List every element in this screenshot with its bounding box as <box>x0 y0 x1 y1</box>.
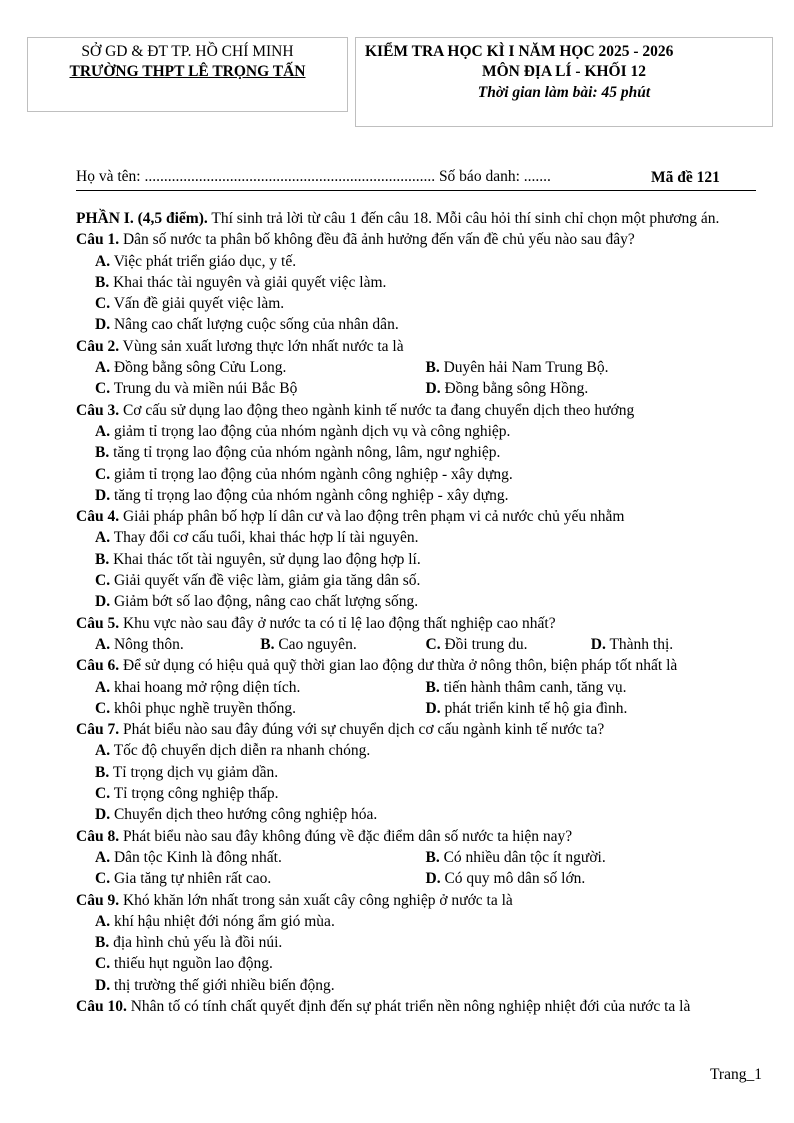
option-b: B. Khai thác tài nguyên và giải quyết việc làm. <box>95 273 387 291</box>
question-number: Câu 6. <box>76 657 120 675</box>
option-c: C. Tỉ trọng công nghiệp thấp. <box>95 785 279 803</box>
option-a: A. Tốc độ chuyển dịch diễn ra nhanh chóng. <box>95 742 371 760</box>
option-d: D. phát triển kinh tế hộ gia đình. <box>425 699 628 717</box>
option-d: D. tăng tỉ trọng lao động của nhóm ngành công nghiệp - xây dựng. <box>95 486 509 504</box>
header-left <box>27 37 348 112</box>
options-row <box>76 698 756 719</box>
question-text: Để sử dụng có hiệu quả quỹ thời gian lao động dư thừa ở nông thôn, biện pháp tốt nhất là <box>119 657 678 675</box>
student-info-line <box>76 168 756 191</box>
option-c: C. Gia tăng tự nhiên rất cao. <box>95 870 272 888</box>
question-text: Giải pháp phân bố hợp lí dân cư và lao động trên phạm vi cả nước chủ yếu nhằm <box>119 508 625 526</box>
option-b: B. Có nhiều dân tộc ít người. <box>425 848 606 866</box>
question-number: Câu 5. <box>76 614 120 632</box>
option-d: D. Thành thị. <box>590 635 674 653</box>
option-c: C. giảm tỉ trọng lao động của nhóm ngành công nghiệp - xây dựng. <box>95 465 513 483</box>
option-d: D. Nâng cao chất lượng cuộc sống của nhân dân. <box>95 316 399 334</box>
option-a: A. Thay đổi cơ cấu tuổi, khai thác hợp lí tài nguyên. <box>95 529 419 547</box>
part-instructions <box>76 208 756 229</box>
exam-title: KIỂM TRA HỌC KÌ I NĂM HỌC 2025 - 2026 <box>365 43 674 60</box>
question-6 <box>76 655 756 676</box>
question-number: Câu 3. <box>76 401 120 419</box>
question-text: Dân số nước ta phân bố không đều đã ảnh hưởng đến vấn đề chủ yếu nào sau đây? <box>119 231 635 249</box>
department-name: SỞ GD & ĐT TP. HỒ CHÍ MINH <box>81 43 294 60</box>
subject-title: MÔN ĐỊA LÍ - KHỐI 12 <box>481 63 647 80</box>
question-1 <box>76 229 756 250</box>
option-a: A. khai hoang mở rộng diện tích. <box>95 678 301 696</box>
question-7 <box>76 719 756 740</box>
option-b: B. Khai thác tốt tài nguyên, sử dụng lao động hợp lí. <box>95 550 421 568</box>
options-row <box>76 357 756 378</box>
option-b: B. địa hình chủ yếu là đồi núi. <box>95 934 283 952</box>
option-d: D. Có quy mô dân số lớn. <box>425 870 586 888</box>
question-number: Câu 4. <box>76 508 120 526</box>
header-right <box>355 37 773 127</box>
question-2 <box>76 336 756 357</box>
part-text: Thí sinh trả lời từ câu 1 đến câu 18. Mỗi câu hỏi thí sinh chỉ chọn một phương án. <box>207 210 720 227</box>
question-text: Nhân tố có tính chất quyết định đến sự phát triển nền nông nghiệp nhiệt đới của nước ta là <box>126 997 691 1015</box>
question-3 <box>76 400 756 421</box>
option-b: B. tiến hành thâm canh, tăng vụ. <box>425 678 627 696</box>
options-row <box>76 634 756 655</box>
option-d: D. Đồng bằng sông Hồng. <box>425 380 589 398</box>
option-a: A. giảm tỉ trọng lao động của nhóm ngành dịch vụ và công nghiệp. <box>95 422 511 440</box>
options-row <box>76 847 756 868</box>
school-name: TRƯỜNG THPT LÊ TRỌNG TẤN <box>69 63 306 80</box>
question-text: Khó khăn lớn nhất trong sản xuất cây công nghiệp ở nước ta là <box>119 891 513 909</box>
question-number: Câu 8. <box>76 827 120 845</box>
question-number: Câu 7. <box>76 721 120 739</box>
question-4 <box>76 506 756 527</box>
option-c: C. thiếu hụt nguồn lao động. <box>95 955 273 973</box>
option-c: C. Giải quyết vấn đề việc làm, giảm gia tăng dân số. <box>95 572 421 590</box>
question-text: Cơ cấu sử dụng lao động theo ngành kinh tế nước ta đang chuyển dịch theo hướng <box>119 401 635 419</box>
option-b: B. Tỉ trọng dịch vụ giảm dần. <box>95 763 279 781</box>
question-10 <box>76 996 756 1017</box>
option-c: C. Trung du và miền núi Bắc Bộ <box>95 380 298 398</box>
question-8 <box>76 826 756 847</box>
option-c: C. Vấn đề giải quyết việc làm. <box>95 295 285 313</box>
question-text: Khu vực nào sau đây ở nước ta có tỉ lệ lao động thất nghiệp cao nhất? <box>119 614 556 632</box>
option-a: A. Dân tộc Kinh là đông nhất. <box>95 848 282 866</box>
option-b: B. Cao nguyên. <box>260 635 357 653</box>
question-number: Câu 2. <box>76 337 120 355</box>
option-a: A. Việc phát triển giáo dục, y tế. <box>95 252 297 270</box>
option-c: C. khôi phục nghề truyền thống. <box>95 699 297 717</box>
option-b: B. tăng tỉ trọng lao động của nhóm ngành nông, lâm, ngư nghiệp. <box>95 444 501 462</box>
exam-code: Mã đề 121 <box>651 169 720 186</box>
question-text: Phát biểu nào sau đây đúng với sự chuyển dịch cơ cấu ngành kinh tế nước ta? <box>119 721 605 739</box>
option-c: C. Đồi trung du. <box>425 635 528 653</box>
question-number: Câu 1. <box>76 231 120 249</box>
part-title: PHẦN I. (4,5 điểm). <box>76 210 208 227</box>
question-text: Vùng sản xuất lương thực lớn nhất nước ta là <box>119 337 404 355</box>
page-number: Trang_1 <box>710 1066 762 1083</box>
question-number: Câu 10. <box>76 997 127 1015</box>
option-b: B. Duyên hải Nam Trung Bộ. <box>425 359 609 377</box>
option-a: A. khí hậu nhiệt đới nóng ẩm gió mùa. <box>95 912 335 930</box>
options-row <box>76 378 756 399</box>
options-row <box>76 677 756 698</box>
option-a: A. Nông thôn. <box>95 635 184 653</box>
exam-content <box>76 208 756 1017</box>
question-text: Phát biểu nào sau đây không đúng về đặc điểm dân số nước ta hiện nay? <box>119 827 573 845</box>
exam-duration: Thời gian làm bài: 45 phút <box>477 84 651 101</box>
option-d: D. thị trường thế giới nhiều biến động. <box>95 976 335 994</box>
option-d: D. Chuyển dịch theo hướng công nghiệp hóa. <box>95 806 378 824</box>
question-5 <box>76 613 756 634</box>
option-a: A. Đồng bằng sông Cửu Long. <box>95 359 287 377</box>
question-9 <box>76 890 756 911</box>
options-row <box>76 868 756 889</box>
question-number: Câu 9. <box>76 891 120 909</box>
student-name-and-id: Họ và tên: ........................................................................... Số báo danh: ....... <box>76 168 551 185</box>
option-d: D. Giảm bớt số lao động, nâng cao chất lượng sống. <box>95 593 419 611</box>
